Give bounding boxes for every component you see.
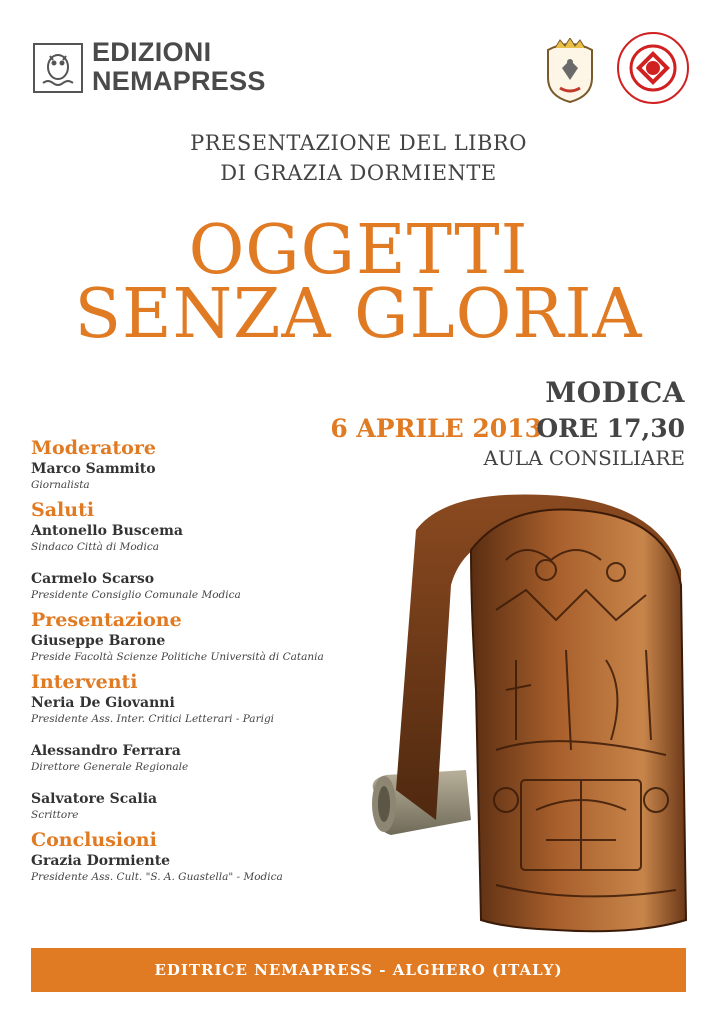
speaker [31,742,371,774]
program-role: Presentazione [31,609,182,631]
intro-line-1: PRESENTAZIONE DEL LIBRO [190,131,527,155]
event-time: ORE 17,30 [536,414,685,443]
speaker [31,632,371,664]
program-role: Saluti [31,499,95,521]
speaker-title: Presidente Ass. Inter. Critici Letterari - Parigi [31,713,275,725]
speaker [31,694,371,726]
speaker-title: Preside Facoltà Scienze Politiche Università di Catania [31,651,324,663]
speaker-title: Scrittore [31,809,79,821]
program-role: Interventi [31,671,138,693]
speaker-name: Alessandro Ferrara [31,743,181,759]
intro-line-2: DI GRAZIA DORMIENTE [220,161,497,185]
publisher-logo [33,43,83,93]
event-city: MODICA [545,376,685,409]
speaker-name: Giuseppe Barone [31,633,166,649]
speaker [31,522,371,554]
program-section [31,608,371,664]
footer-text: EDITRICE NEMAPRESS - ALGHERO (ITALY) [154,961,563,979]
book-title-line-1: OGGETTI [188,211,529,290]
speaker-name: Carmelo Scarso [31,571,155,587]
speaker-title: Presidente Consiglio Comunale Modica [31,589,241,601]
speaker-name: Salvatore Scalia [31,791,158,807]
book-title-line-2: SENZA GLORIA [74,275,643,354]
program-section [31,670,371,822]
speaker [31,852,371,884]
speaker-name: Antonello Buscema [31,523,183,539]
world-heritage-emblem [615,30,691,106]
carved-wooden-collar-image [356,490,696,940]
owl-icon [38,48,78,88]
program-role: Moderatore [31,437,156,459]
publisher-line-2: NEMAPRESS [92,66,266,96]
speaker [31,570,371,602]
speaker-name: Neria De Giovanni [31,695,175,711]
speaker-title: Giornalista [31,479,90,491]
publisher-name [92,38,266,96]
program-role: Conclusioni [31,829,157,851]
carved-collar-illustration [356,490,696,940]
speaker-name: Marco Sammito [31,461,156,477]
city-crest [540,38,600,104]
program-section [31,828,371,884]
footer-banner [31,948,686,992]
event-date: 6 APRILE 2013 [330,414,542,443]
speaker [31,790,371,822]
crest-icon [540,38,600,104]
speaker-title: Sindaco Città di Modica [31,541,159,553]
program-list [31,436,371,890]
speaker [31,460,371,492]
program-section [31,436,371,492]
speaker-title: Presidente Ass. Cult. "S. A. Guastella" - Modica [31,871,283,883]
speaker-name: Grazia Dormiente [31,853,171,869]
heritage-icon [615,30,691,106]
publisher-line-1: EDIZIONI [92,37,212,67]
program-section [31,498,371,602]
speaker-title: Direttore Generale Regionale [31,761,189,773]
event-venue: AULA CONSILIARE [483,446,685,470]
